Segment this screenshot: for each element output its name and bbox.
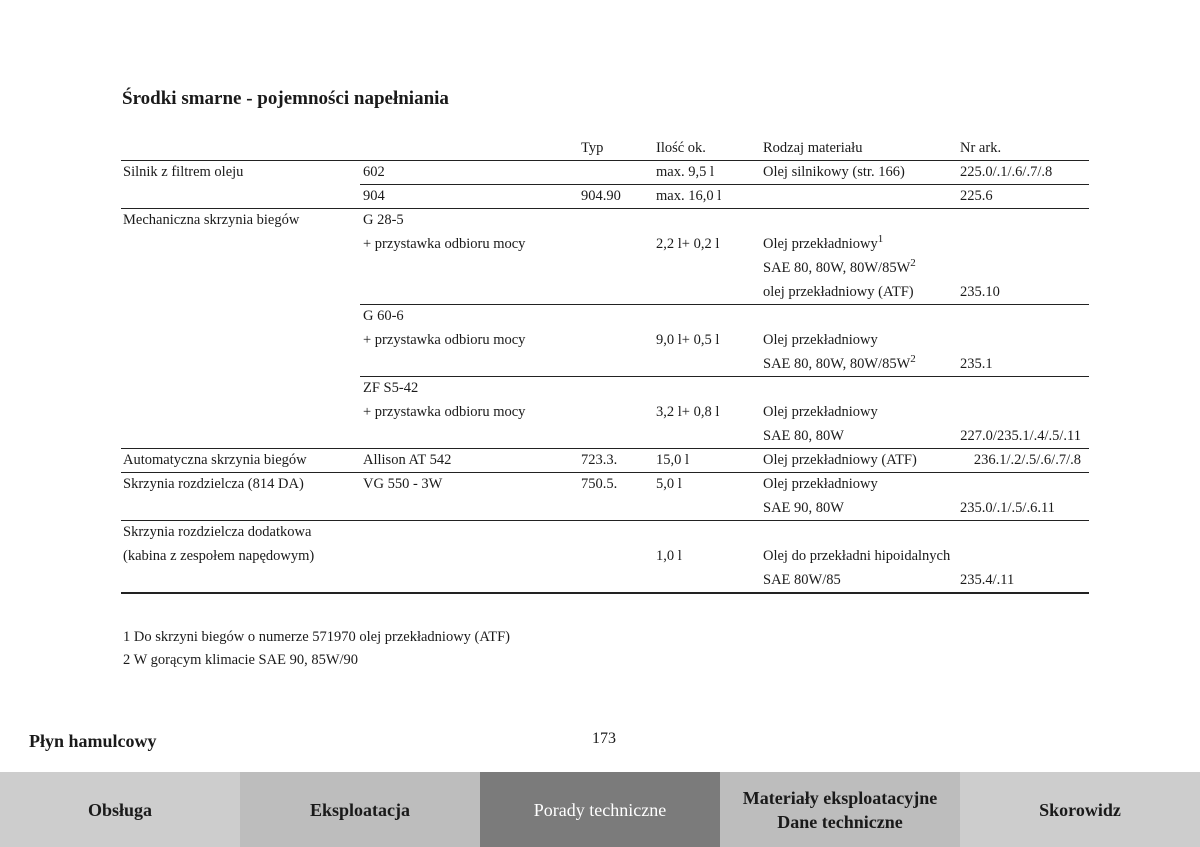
tab-label: Eksploatacja <box>309 799 410 820</box>
footnotes <box>123 626 510 672</box>
table-row <box>121 424 1089 448</box>
table-row <box>121 544 1089 568</box>
table-row <box>121 472 1089 496</box>
cell-sheet-no: 225.6 <box>960 188 993 204</box>
tab-materialy-dane[interactable] <box>720 772 960 847</box>
tab-skorowidz[interactable] <box>960 772 1200 847</box>
cell-material <box>763 257 916 277</box>
bottom-nav <box>0 772 1200 847</box>
cell-sheet-no: 235.4/.11 <box>960 572 1015 588</box>
header-sheet-no: Nr ark. <box>960 140 1002 156</box>
table-row <box>121 328 1089 352</box>
cell-quantity: 15,0 l <box>656 452 690 468</box>
table-row <box>121 352 1089 376</box>
cell-material: Olej przekładniowy <box>763 404 878 420</box>
table-row <box>121 568 1089 592</box>
cell-material <box>763 353 916 373</box>
lubricants-table <box>121 136 1089 592</box>
table-row <box>121 496 1089 520</box>
table-header <box>121 136 1089 160</box>
table-row <box>121 256 1089 280</box>
cell-material: SAE 80, 80W <box>763 428 844 444</box>
tab-label-line2: Dane techniczne <box>777 811 903 832</box>
cell-quantity: 2,2 l+ 0,2 l <box>656 236 720 252</box>
tab-label: Obsługa <box>87 799 153 820</box>
table-rule <box>121 592 1089 594</box>
cell-quantity: 5,0 l <box>656 476 682 492</box>
cell-model: 602 <box>363 164 385 180</box>
cell-sheet-no: 227.0/235.1/.4/.5/.11 <box>960 428 1081 444</box>
footnote-1: 1 Do skrzyni biegów o numerze 571970 olej przekładniowy (ATF) <box>123 629 510 645</box>
tab-label: Skorowidz <box>1039 799 1121 820</box>
cell-component: Silnik z filtrem oleju <box>123 164 244 180</box>
table-row <box>121 304 1089 328</box>
cell-material-text: Olej przekładniowy <box>763 236 878 252</box>
cell-type-code: 750.5. <box>581 476 618 492</box>
section-label: Płyn hamulcowy <box>29 731 157 751</box>
cell-material: Olej silnikowy (str. 166) <box>763 164 905 180</box>
cell-material: Olej przekładniowy (ATF) <box>763 452 917 468</box>
cell-material: Olej przekładniowy <box>763 476 878 492</box>
footnote-2: 2 W gorącym klimacie SAE 90, 85W/90 <box>123 652 359 668</box>
cell-model: G 60-6 <box>363 308 404 324</box>
cell-model: VG 550 - 3W <box>363 476 443 492</box>
cell-model: + przystawka odbioru mocy <box>363 332 526 348</box>
page-number: 173 <box>592 730 616 747</box>
cell-material-text: SAE 80, 80W, 80W/85W <box>763 260 911 276</box>
cell-material: SAE 80W/85 <box>763 572 841 588</box>
footnote-marker: 1 <box>877 233 884 245</box>
cell-quantity: 3,2 l+ 0,8 l <box>656 404 720 420</box>
cell-material-text: SAE 80, 80W, 80W/85W <box>763 356 911 372</box>
table-row <box>121 160 1089 184</box>
tab-label: Porady techniczne <box>533 799 667 820</box>
cell-model: 904 <box>363 188 385 204</box>
cell-type-code: 723.3. <box>581 452 618 468</box>
cell-sheet-no: 235.0/.1/.5/.6.11 <box>960 500 1055 516</box>
tab-eksploatacja[interactable] <box>240 772 480 847</box>
table-row <box>121 520 1089 544</box>
table-row <box>121 208 1089 232</box>
table-row <box>121 448 1089 472</box>
footnote-marker: 2 <box>910 257 916 269</box>
tab-obsluga[interactable] <box>0 772 240 847</box>
cell-quantity: 1,0 l <box>656 548 682 564</box>
cell-component: (kabina z zespołem napędowym) <box>123 548 315 564</box>
cell-quantity: max. 16,0 l <box>656 188 722 204</box>
header-typ: Typ <box>581 140 604 156</box>
cell-material: Olej do przekładni hipoidalnych <box>763 548 951 564</box>
header-quantity: Ilość ok. <box>656 140 706 156</box>
cell-quantity: max. 9,5 l <box>656 164 714 180</box>
table-row <box>121 280 1089 304</box>
header-material: Rodzaj materiału <box>763 140 863 156</box>
tab-porady-techniczne[interactable] <box>480 772 720 847</box>
cell-model: G 28-5 <box>363 212 404 228</box>
cell-material: SAE 90, 80W <box>763 500 844 516</box>
table-row <box>121 376 1089 400</box>
cell-type-code: 904.90 <box>581 188 621 204</box>
cell-model: Allison AT 542 <box>363 452 452 468</box>
cell-model: + przystawka odbioru mocy <box>363 404 526 420</box>
cell-material: Olej przekładniowy <box>763 332 878 348</box>
table-row <box>121 232 1089 256</box>
cell-model: ZF S5-42 <box>363 380 419 396</box>
cell-material: olej przekładniowy (ATF) <box>763 284 914 300</box>
table-row <box>121 184 1089 208</box>
cell-sheet-no: 235.1 <box>960 356 993 372</box>
cell-sheet-no: 236.1/.2/.5/.6/.7/.8 <box>973 452 1081 468</box>
table-row <box>121 400 1089 424</box>
cell-sheet-no: 225.0/.1/.6/.7/.8 <box>960 164 1053 180</box>
footnote-marker: 2 <box>910 353 916 365</box>
cell-material <box>763 233 884 253</box>
cell-component: Automatyczna skrzynia biegów <box>123 452 307 468</box>
cell-sheet-no: 235.10 <box>960 284 1000 300</box>
tab-label-line1: Materiały eksploatacyjne <box>742 787 938 808</box>
cell-component: Mechaniczna skrzynia biegów <box>123 212 300 228</box>
cell-quantity: 9,0 l+ 0,5 l <box>656 332 720 348</box>
cell-model: + przystawka odbioru mocy <box>363 236 526 252</box>
cell-component: Skrzynia rozdzielcza (814 DA) <box>123 476 304 492</box>
page-title: Środki smarne - pojemności napełniania <box>122 88 449 109</box>
cell-component: Skrzynia rozdzielcza dodatkowa <box>123 524 312 540</box>
